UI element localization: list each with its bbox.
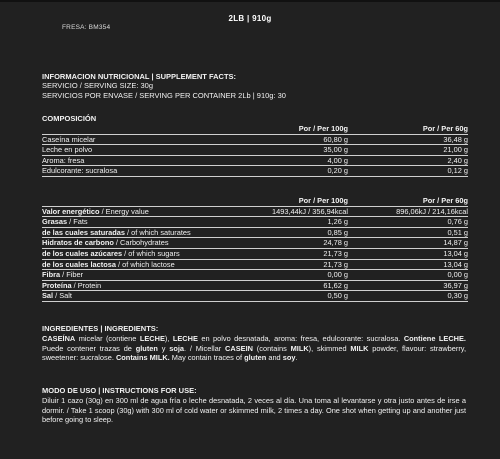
table-row — [42, 217, 468, 228]
ingredient-text: ), skimmed — [308, 343, 351, 353]
allergen-casein: CASEIN — [225, 343, 253, 353]
allergen-gluten: gluten — [135, 343, 158, 353]
ingredient-text: May contain traces of — [169, 353, 245, 363]
nutrient-name-en: / of which saturates — [125, 227, 191, 237]
ingredients-text — [42, 334, 466, 363]
nutrients-col-100g: Por / Per 100g — [220, 196, 350, 206]
ingredient-text: and — [266, 353, 283, 363]
ingredient-text: powder, flavour: strawberry, sweetener: sucralose. — [42, 343, 467, 363]
nutrient-value-100g: 1493,44kJ / 356,94kcal — [220, 206, 350, 217]
ingredient-text: . / Micellar — [184, 343, 226, 353]
nutrient-value-100g: 0,00 g — [220, 270, 350, 281]
nutrients-table — [42, 196, 468, 302]
allergen-soy: soy — [282, 353, 296, 363]
ingredients-title: INGREDIENTES | INGREDIENTS: — [42, 324, 159, 333]
nutrient-value-60g: 36,97 g — [350, 280, 468, 291]
supplement-facts-section — [42, 72, 462, 100]
allergen-milk: LECHE — [172, 334, 198, 343]
nutrient-value-60g: 0,30 g — [350, 291, 468, 302]
nutrient-name-en: / Salt — [53, 291, 72, 301]
servings-per-container: SERVICIOS POR ENVASE / SERVING PER CONTAINER 2Lb | 910g: 30 — [42, 90, 286, 100]
nutrient-value-100g: 61,62 g — [220, 280, 350, 291]
ingredient-text: en polvo desnatada, aroma: fresa, edulcorante: sucralosa. — [197, 334, 404, 343]
composition-value-100g: 0,20 g — [220, 166, 350, 177]
supplement-facts-title: INFORMACION NUTRICIONAL | SUPPLEMENT FACTS: — [42, 72, 237, 81]
table-row — [42, 270, 468, 281]
table-row — [42, 155, 468, 166]
ingredient-text: Puede contener trazas de — [42, 343, 136, 353]
nutrient-value-60g: 14,87 g — [350, 238, 468, 249]
composition-value-60g: 21,00 g — [350, 145, 468, 156]
allergen-milk: LECHE — [139, 334, 165, 343]
table-row — [42, 248, 468, 259]
composition-label: Edulcorante: sucralosa — [42, 166, 220, 177]
table-row — [42, 227, 468, 238]
composition-table — [42, 124, 468, 177]
instructions-text: Diluir 1 cazo (30g) en 300 ml de agua fría o leche desnatada, 2 veces al día. Una toma al levantarse y otra justo antes de irse a dormir. / Take 1 scoop (30g) with 300 ml of cold water or skimmed milk, 2 times a day. One shot when getting up and another just before going to sleep. — [42, 396, 466, 425]
table-row — [42, 206, 468, 217]
nutrient-name-es: Hidratos de carbono — [42, 238, 114, 248]
table-row — [42, 166, 468, 177]
composition-value-100g: 4,00 g — [220, 155, 350, 166]
nutrient-value-60g: 13,04 g — [350, 248, 468, 259]
composition-label: Leche en polvo — [42, 145, 220, 156]
ingredient-text: y — [157, 343, 170, 353]
serving-size: SERVICIO / SERVING SIZE: 30g — [42, 81, 154, 91]
nutrient-value-60g: 0,76 g — [350, 217, 468, 228]
nutrient-value-100g: 21,73 g — [220, 248, 350, 259]
nutrient-value-60g: 13,04 g — [350, 259, 468, 270]
composition-value-100g: 35,00 g — [220, 145, 350, 156]
nutrient-value-60g: 0,51 g — [350, 227, 468, 238]
nutrient-name-en: / Fats — [67, 217, 88, 227]
nutrients-col-60g: Por / Per 60g — [350, 196, 468, 206]
nutrients-header-row — [42, 196, 468, 206]
composition-value-60g: 2,40 g — [350, 155, 468, 166]
nutrient-value-100g: 21,73 g — [220, 259, 350, 270]
allergen-casein: CASEÍNA — [42, 334, 76, 343]
nutrient-name-en: / Fiber — [60, 270, 84, 280]
nutrient-value-100g: 0,50 g — [220, 291, 350, 302]
nutrient-name-es: Fibra — [42, 270, 61, 280]
composition-value-60g: 36,48 g — [350, 134, 468, 145]
nutrient-value-60g: 0,00 g — [350, 270, 468, 281]
nutrient-name-en: / Energy value — [99, 206, 149, 216]
top-strip — [0, 0, 500, 2]
table-row — [42, 238, 468, 249]
package-weight: 2LB | 910g — [228, 14, 272, 23]
nutrient-name-en: / Carbohydrates — [113, 238, 169, 248]
table-row — [42, 280, 468, 291]
allergen-milk: MILK — [290, 343, 309, 353]
nutrient-name-es: de los cuales lactosa — [42, 259, 116, 269]
nutrient-value-100g: 0,85 g — [220, 227, 350, 238]
flavor-code: FRESA: BM354 — [62, 24, 111, 31]
composition-title: COMPOSICIÓN — [42, 114, 97, 123]
allergen-statement-es: Contiene LECHE. — [403, 334, 466, 343]
composition-label: Aroma: fresa — [42, 155, 220, 166]
nutrient-name-es: de las cuales saturadas — [42, 227, 125, 237]
nutrient-name-es: Proteína — [42, 280, 72, 290]
composition-label: Caseína micelar — [42, 134, 220, 145]
table-row — [42, 291, 468, 302]
composition-value-100g: 60,80 g — [220, 134, 350, 145]
nutrient-name-en: / of which lactose — [115, 259, 175, 269]
nutrient-value-100g: 24,78 g — [220, 238, 350, 249]
allergen-gluten: gluten — [244, 353, 267, 363]
nutrient-value-100g: 1,26 g — [220, 217, 350, 228]
composition-header-row — [42, 124, 468, 134]
nutrient-name-en: / of which sugars — [122, 248, 180, 258]
ingredient-text: (contains — [252, 343, 291, 353]
nutrient-name-es: Valor energético — [42, 206, 100, 216]
instructions-title: MODO DE USO | INSTRUCTIONS FOR USE: — [42, 386, 197, 395]
nutrient-name-es: Sal — [42, 291, 54, 301]
allergen-soy: soja — [169, 343, 185, 353]
ingredient-text: ), — [164, 334, 173, 343]
table-row — [42, 259, 468, 270]
table-row — [42, 134, 468, 145]
composition-col-100g: Por / Per 100g — [220, 124, 350, 134]
nutrient-name-es: de los cuales azúcares — [42, 248, 123, 258]
allergen-milk: MILK — [350, 343, 369, 353]
composition-value-60g: 0,12 g — [350, 166, 468, 177]
table-row — [42, 145, 468, 156]
ingredient-text: micelar (contiene — [75, 334, 140, 343]
nutrient-name-en: / Protein — [71, 280, 102, 290]
ingredient-text: . — [295, 353, 298, 363]
nutrient-value-60g: 896,06kJ / 214,16kcal — [350, 206, 468, 217]
nutrient-name-es: Grasas — [42, 217, 68, 227]
allergen-statement-en: Contains MILK. — [115, 353, 170, 363]
composition-col-60g: Por / Per 60g — [350, 124, 468, 134]
